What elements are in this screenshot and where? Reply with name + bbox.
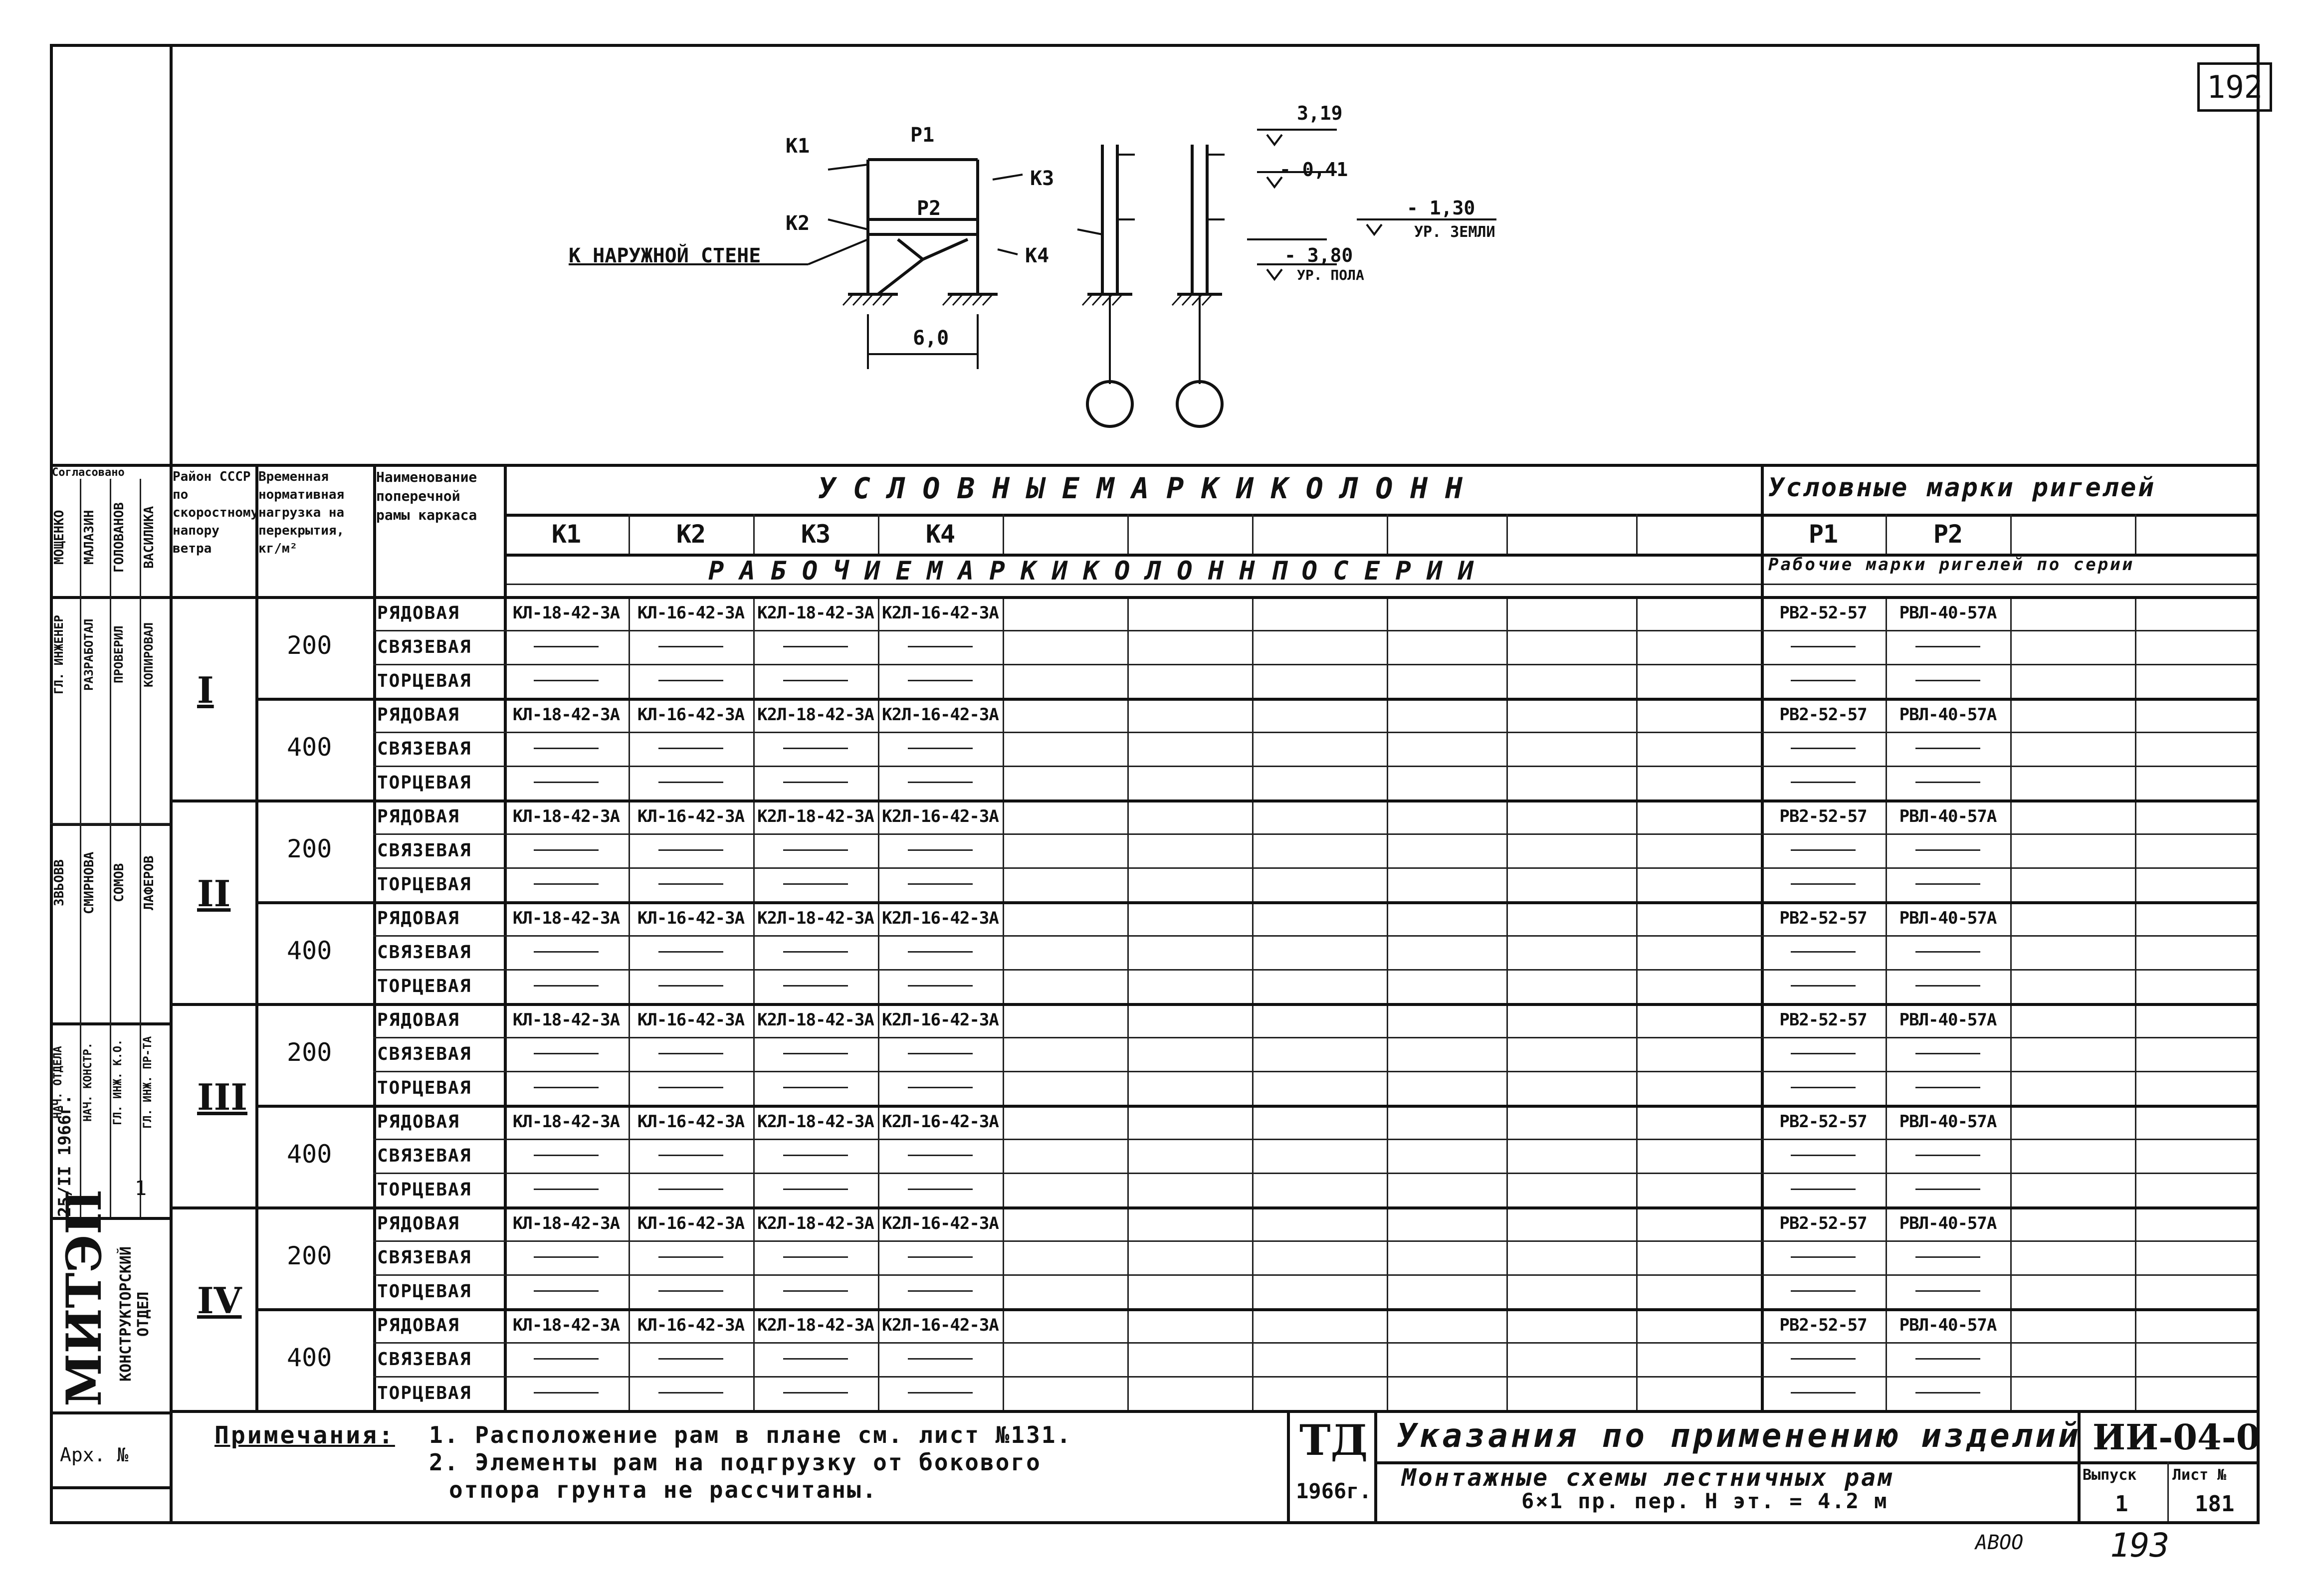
row-type: ТОРЦЕВАЯ (377, 1383, 472, 1403)
col-value: КЛ-18-42-3А (512, 1315, 620, 1335)
beam-value: РВЛ-40-57А (1899, 1213, 1997, 1233)
empty-dash (783, 1087, 848, 1088)
empty-dash (534, 849, 599, 851)
empty-dash (908, 1392, 973, 1394)
row-type: ТОРЦЕВАЯ (377, 1281, 472, 1302)
col-value: КЛ-18-42-3А (512, 1010, 620, 1030)
col-value: КЛ-18-42-3А (512, 908, 620, 928)
region-1: II (197, 872, 231, 915)
group-sep (170, 596, 2257, 599)
stamp-approved: Согласовано (52, 466, 125, 479)
stamp-roles2-0: НАЧ. ОТДЕЛА (52, 1046, 64, 1119)
frame-diagram (549, 90, 1596, 449)
beam-value: РВ2-52-57 (1779, 806, 1867, 826)
beam-value: РВ2-52-57 (1779, 1010, 1867, 1030)
tb-left (1287, 1411, 1290, 1521)
row-type: ТОРЦЕВАЯ (377, 1078, 472, 1098)
empty-dash (783, 748, 848, 749)
empty-dash (1915, 1053, 1980, 1054)
empty-dash (908, 1087, 973, 1088)
h-load: Временная нормативная нагрузка на перекрытия, кг/м² (258, 469, 345, 556)
beam-value: РВ2-52-57 (1779, 705, 1867, 725)
label-k4: К4 (1025, 244, 1050, 267)
col-value: К2Л-16-42-3А (882, 1213, 999, 1233)
note-2: 2. Элементы рам на подгрузку от бокового (429, 1449, 1042, 1476)
empty-dash (1791, 646, 1856, 647)
h-beams-work: Рабочие марки ригелей по серии (1768, 555, 2135, 575)
level-3-note: УР. ЗЕМЛИ (1414, 223, 1495, 241)
load-3-0: 200 (287, 1241, 332, 1270)
col-value: К2Л-18-42-3А (757, 1010, 874, 1030)
tb-sheet: 181 (2195, 1491, 2235, 1517)
stamp-dash: 1 (135, 1177, 147, 1200)
h-beams-marks: Условные марки ригелей (1768, 473, 2156, 503)
stamp-arch: Арх. № (60, 1444, 129, 1466)
row-sep (373, 1240, 2257, 1242)
empty-dash (1915, 883, 1980, 885)
beam-value: РВЛ-40-57А (1899, 1112, 1997, 1132)
empty-dash (534, 1155, 599, 1156)
stamp-date: 25/II 1966г. (55, 1094, 75, 1217)
col-value: К2Л-18-42-3А (757, 1112, 874, 1132)
beam-value: РВЛ-40-57А (1899, 603, 1997, 623)
tbl-vline (2010, 514, 2012, 554)
tbl-vline (1127, 514, 1129, 554)
empty-dash (783, 1256, 848, 1258)
col-value: КЛ-16-42-3А (637, 1213, 745, 1233)
col-value: КЛ-18-42-3А (512, 1213, 620, 1233)
sheet-number-bottom: 193 (2110, 1526, 2170, 1565)
empty-dash (658, 951, 723, 953)
stamp-roles-3: КОПИРОВАЛ (142, 622, 156, 687)
empty-dash (908, 680, 973, 681)
load-0-0: 200 (287, 631, 332, 660)
level-3: - 1,30 (1407, 197, 1475, 219)
tbl-top (170, 464, 2257, 467)
row-sep (373, 1376, 2257, 1378)
row-type: РЯДОВАЯ (377, 1315, 460, 1336)
row-sep (373, 1037, 2257, 1038)
row-sep (373, 1173, 2257, 1174)
empty-dash (534, 1053, 599, 1054)
col-value: КЛ-18-42-3А (512, 705, 620, 725)
frame-top (50, 44, 2260, 47)
load-sep (255, 698, 2257, 701)
empty-dash (783, 1053, 848, 1054)
load-sep (255, 901, 2257, 904)
empty-dash (908, 748, 973, 749)
row-type: РЯДОВАЯ (377, 1213, 460, 1234)
empty-dash (1915, 680, 1980, 681)
stamp-roles-1: РАЗРАБОТАЛ (82, 618, 96, 691)
stamp-roles2-1: НАЧ. КОНСТР. (82, 1042, 94, 1122)
group-sep (170, 1003, 2257, 1006)
notes-title: Примечания: (214, 1421, 395, 1449)
stamp-org: МИТЭП (56, 1189, 112, 1406)
beam-mark-0: Р1 (1808, 520, 1838, 549)
col-value: К2Л-16-42-3А (882, 1112, 999, 1132)
row-type: СВЯЗЕВАЯ (377, 1146, 472, 1166)
stamp-roles-0: ГЛ. ИНЖЕНЕР (52, 615, 66, 694)
col-value: КЛ-16-42-3А (637, 1010, 745, 1030)
empty-dash (1915, 1392, 1980, 1394)
col-value: КЛ-16-42-3А (637, 603, 745, 623)
empty-dash (658, 1256, 723, 1258)
group-sep (170, 799, 2257, 802)
stamp-names_mid-1: СМИРНОВА (82, 851, 97, 914)
region-2: III (197, 1076, 248, 1118)
label-k3: К3 (1030, 167, 1054, 190)
empty-dash (658, 680, 723, 681)
empty-dash (534, 1358, 599, 1360)
col-value: КЛ-16-42-3А (637, 806, 745, 826)
beam-value: РВЛ-40-57А (1899, 705, 1997, 725)
h-columns-marks: У С Л О В Н Ы Е М А Р К И К О Л О Н Н (818, 471, 1463, 505)
row-type: СВЯЗЕВАЯ (377, 942, 472, 963)
empty-dash (1791, 1358, 1856, 1360)
empty-dash (1791, 1256, 1856, 1258)
load-2-1: 400 (287, 1140, 332, 1169)
empty-dash (658, 883, 723, 885)
stamp-line (50, 1486, 170, 1489)
col-value: К2Л-18-42-3А (757, 806, 874, 826)
load-1-1: 400 (287, 936, 332, 965)
h-region: Район СССР по скоростному напору ветра (173, 469, 259, 556)
label-p1: Р1 (910, 124, 935, 147)
col-mark-2: К3 (801, 520, 831, 549)
empty-dash (534, 985, 599, 987)
stamp-roles2-3: ГЛ. ИНЖ. ПР-ТА (142, 1036, 154, 1129)
tb-subtitle-1: Монтажные схемы лестничных рам (1402, 1464, 1894, 1492)
row-type: СВЯЗЕВАЯ (377, 1349, 472, 1370)
row-sep (373, 1342, 2257, 1344)
stamp-names_top-2: ГОЛОВАНОВ (112, 502, 127, 573)
row-type: ТОРЦЕВАЯ (377, 671, 472, 691)
stamp-col (80, 479, 81, 1217)
empty-dash (908, 646, 973, 647)
tb-code: ИИ-04-0 (2093, 1416, 2261, 1458)
label-outer-wall: К НАРУЖНОЙ СТЕНЕ (569, 244, 761, 267)
row-type: СВЯЗЕВАЯ (377, 1247, 472, 1268)
row-sep (373, 1274, 2257, 1276)
empty-dash (1791, 680, 1856, 681)
frame-right (2257, 44, 2260, 1521)
empty-dash (658, 849, 723, 851)
level-1: 3,19 (1297, 102, 1343, 124)
label-span: 6,0 (913, 327, 949, 350)
empty-dash (783, 1358, 848, 1360)
empty-dash (1791, 849, 1856, 851)
row-type: РЯДОВАЯ (377, 908, 460, 929)
col-value: КЛ-16-42-3А (637, 908, 745, 928)
empty-dash (658, 1155, 723, 1156)
col-mark-0: К1 (551, 520, 581, 549)
h-name: Наименование поперечной рамы каркаса (376, 469, 477, 523)
tbl-head-1 (504, 514, 2257, 517)
frame-bottom (50, 1521, 2260, 1524)
empty-dash (783, 646, 848, 647)
stamp-roles-2: ПРОВЕРИЛ (112, 625, 126, 684)
empty-dash (908, 1189, 973, 1190)
row-type: РЯДОВАЯ (377, 705, 460, 725)
empty-dash (908, 985, 973, 987)
col-value: К2Л-16-42-3А (882, 908, 999, 928)
row-sep (373, 664, 2257, 665)
empty-dash (534, 1290, 599, 1292)
empty-dash (783, 985, 848, 987)
level-2: - 0,41 (1279, 159, 1348, 181)
empty-dash (908, 849, 973, 851)
col-value: К2Л-16-42-3А (882, 806, 999, 826)
row-type: ТОРЦЕВАЯ (377, 773, 472, 793)
col-value: К2Л-18-42-3А (757, 1315, 874, 1335)
empty-dash (1791, 1053, 1856, 1054)
empty-dash (1915, 1189, 1980, 1190)
empty-dash (534, 951, 599, 953)
tbl-vline (1003, 514, 1004, 554)
empty-dash (534, 883, 599, 885)
row-sep (373, 867, 2257, 869)
label-k2: К2 (786, 212, 810, 235)
tb-issue-label: Выпуск (2083, 1466, 2137, 1484)
empty-dash (534, 1392, 599, 1394)
row-type: РЯДОВАЯ (377, 806, 460, 827)
beam-value: РВ2-52-57 (1779, 1213, 1867, 1233)
empty-dash (1915, 985, 1980, 987)
row-type: СВЯЗЕВАЯ (377, 637, 472, 657)
col-value: К2Л-16-42-3А (882, 1010, 999, 1030)
empty-dash (1915, 849, 1980, 851)
tb-td-right (1374, 1411, 1377, 1521)
row-type: СВЯЗЕВАЯ (377, 1044, 472, 1064)
beam-value: РВЛ-40-57А (1899, 1315, 1997, 1335)
empty-dash (783, 883, 848, 885)
row-type: ТОРЦЕВАЯ (377, 976, 472, 997)
row-sep (373, 630, 2257, 631)
stamp-names_top-1: МАЛАЗИН (82, 510, 97, 565)
empty-dash (658, 1053, 723, 1054)
col-value: КЛ-16-42-3А (637, 1112, 745, 1132)
note-3: отпора грунта не рассчитаны. (449, 1476, 878, 1503)
region-0: I (197, 669, 214, 711)
empty-dash (783, 1392, 848, 1394)
empty-dash (1791, 1392, 1856, 1394)
empty-dash (658, 1290, 723, 1292)
stamp-line (50, 1411, 170, 1414)
beam-mark-1: Р2 (1933, 520, 1963, 549)
beam-value: РВ2-52-57 (1779, 603, 1867, 623)
row-type: РЯДОВАЯ (377, 603, 460, 623)
group-sep (170, 1206, 2257, 1209)
col-value: К2Л-16-42-3А (882, 603, 999, 623)
empty-dash (908, 1155, 973, 1156)
empty-dash (658, 1392, 723, 1394)
beam-value: РВ2-52-57 (1779, 1315, 1867, 1335)
tb-year: 1966г. (1296, 1479, 1372, 1503)
col-value: К2Л-16-42-3А (882, 705, 999, 725)
empty-dash (534, 748, 599, 749)
empty-dash (1915, 1256, 1980, 1258)
empty-dash (658, 782, 723, 783)
col-mark-3: К4 (925, 520, 955, 549)
empty-dash (1915, 646, 1980, 647)
col-value: К2Л-18-42-3А (757, 1213, 874, 1233)
tbl-vline (170, 464, 173, 1410)
empty-dash (1791, 951, 1856, 953)
row-type: РЯДОВАЯ (377, 1010, 460, 1030)
empty-dash (1791, 883, 1856, 885)
stamp-col (110, 479, 111, 1217)
load-3-1: 400 (287, 1343, 332, 1372)
empty-dash (1915, 1358, 1980, 1360)
col-value: К2Л-18-42-3А (757, 908, 874, 928)
empty-dash (658, 1358, 723, 1360)
h-columns-work: Р А Б О Ч И Е М А Р К И К О Л О Н Н П О С Е Р И И (708, 556, 1474, 586)
row-type: ТОРЦЕВАЯ (377, 1180, 472, 1200)
load-0-1: 400 (287, 733, 332, 762)
empty-dash (534, 782, 599, 783)
empty-dash (783, 1290, 848, 1292)
row-sep (373, 833, 2257, 835)
empty-dash (908, 1053, 973, 1054)
label-p2: Р2 (917, 197, 941, 220)
beam-value: РВ2-52-57 (1779, 1112, 1867, 1132)
tbl-vline (1636, 514, 1638, 554)
empty-dash (908, 1256, 973, 1258)
empty-dash (1915, 1155, 1980, 1156)
empty-dash (1791, 1087, 1856, 1088)
tb-sheet-label: Лист № (2172, 1466, 2227, 1484)
col-value: К2Л-18-42-3А (757, 705, 874, 725)
label-k1: К1 (786, 135, 810, 158)
empty-dash (658, 985, 723, 987)
col-value: КЛ-18-42-3А (512, 1112, 620, 1132)
stamp-col (140, 479, 141, 1217)
empty-dash (908, 782, 973, 783)
empty-dash (658, 1189, 723, 1190)
col-value: К2Л-16-42-3А (882, 1315, 999, 1335)
row-sep (373, 766, 2257, 767)
row-sep (373, 969, 2257, 971)
row-sep (373, 1139, 2257, 1140)
row-sep (373, 935, 2257, 937)
beam-value: РВЛ-40-57А (1899, 908, 1997, 928)
stamp-names_mid-3: ЛАФЕРОВ (142, 855, 157, 910)
tbl-vline (1252, 514, 1254, 554)
empty-dash (1791, 1290, 1856, 1292)
tb-issue-split (2167, 1461, 2169, 1521)
empty-dash (908, 883, 973, 885)
empty-dash (783, 849, 848, 851)
tbl-vline (1387, 514, 1388, 554)
empty-dash (783, 680, 848, 681)
sheet-number-top: 192 (2197, 62, 2272, 112)
load-sep (255, 1105, 2257, 1108)
empty-dash (783, 1189, 848, 1190)
beam-value: РВЛ-40-57А (1899, 806, 1997, 826)
col-value: КЛ-18-42-3А (512, 806, 620, 826)
note-1: 1. Расположение рам в плане см. лист №131. (429, 1421, 1072, 1448)
empty-dash (1791, 985, 1856, 987)
col-mark-1: К2 (676, 520, 706, 549)
empty-dash (783, 951, 848, 953)
empty-dash (534, 646, 599, 647)
bottom-scribble: АВОО (1975, 1531, 2024, 1554)
tbl-vline (2135, 514, 2136, 554)
stamp-names_top-3: ВАСИЛИКА (142, 506, 157, 569)
row-type: РЯДОВАЯ (377, 1112, 460, 1132)
empty-dash (908, 951, 973, 953)
row-type: СВЯЗЕВАЯ (377, 739, 472, 759)
empty-dash (1791, 782, 1856, 783)
empty-dash (783, 782, 848, 783)
empty-dash (1915, 748, 1980, 749)
empty-dash (658, 646, 723, 647)
beam-value: РВ2-52-57 (1779, 908, 1867, 928)
col-value: К2Л-18-42-3А (757, 603, 874, 623)
load-1-0: 200 (287, 834, 332, 863)
beam-value: РВЛ-40-57А (1899, 1010, 1997, 1030)
empty-dash (534, 1087, 599, 1088)
empty-dash (534, 680, 599, 681)
empty-dash (908, 1290, 973, 1292)
level-4-note: УР. ПОЛА (1297, 267, 1364, 283)
empty-dash (658, 748, 723, 749)
frame-left (50, 44, 53, 1521)
stamp-names_mid-0: ЗВЬОВВ (52, 859, 67, 906)
row-type: СВЯЗЕВАЯ (377, 840, 472, 861)
tb-title: Указания по применению изделий (1397, 1416, 2082, 1455)
empty-dash (1791, 1189, 1856, 1190)
stamp-roles2-2: ГЛ. ИНЖ. К.О. (112, 1039, 124, 1126)
row-type: ТОРЦЕВАЯ (377, 874, 472, 895)
empty-dash (1915, 782, 1980, 783)
tb-issue: 1 (2115, 1491, 2128, 1517)
load-sep (255, 1308, 2257, 1311)
empty-dash (1915, 1087, 1980, 1088)
empty-dash (1915, 1290, 1980, 1292)
empty-dash (1915, 951, 1980, 953)
tbl-vline (255, 464, 258, 1410)
col-value: КЛ-16-42-3А (637, 1315, 745, 1335)
row-sep (373, 1071, 2257, 1072)
empty-dash (783, 1155, 848, 1156)
stamp-names_top-0: МОЩЕНКО (52, 510, 67, 565)
empty-dash (1791, 1155, 1856, 1156)
stamp-dept: КОНСТРУКТОРСКИЙ ОТДЕЛ (117, 1246, 152, 1382)
tbl-bottom (170, 1410, 2257, 1413)
empty-dash (658, 1087, 723, 1088)
tb-td: ТД (1299, 1415, 1368, 1465)
col-value: КЛ-18-42-3А (512, 603, 620, 623)
tb-subtitle-2: 6×1 пр. пер. Н эт. = 4.2 м (1521, 1489, 1889, 1513)
stamp-names_mid-2: СОМОВ (112, 863, 127, 903)
col-value: КЛ-16-42-3А (637, 705, 745, 725)
empty-dash (534, 1189, 599, 1190)
tbl-vline (373, 464, 376, 1410)
tbl-vline (1506, 514, 1508, 554)
row-sep (373, 732, 2257, 733)
empty-dash (1791, 748, 1856, 749)
region-3: IV (197, 1279, 242, 1322)
level-4: - 3,80 (1284, 244, 1353, 266)
load-2-0: 200 (287, 1038, 332, 1067)
empty-dash (534, 1256, 599, 1258)
empty-dash (908, 1358, 973, 1360)
